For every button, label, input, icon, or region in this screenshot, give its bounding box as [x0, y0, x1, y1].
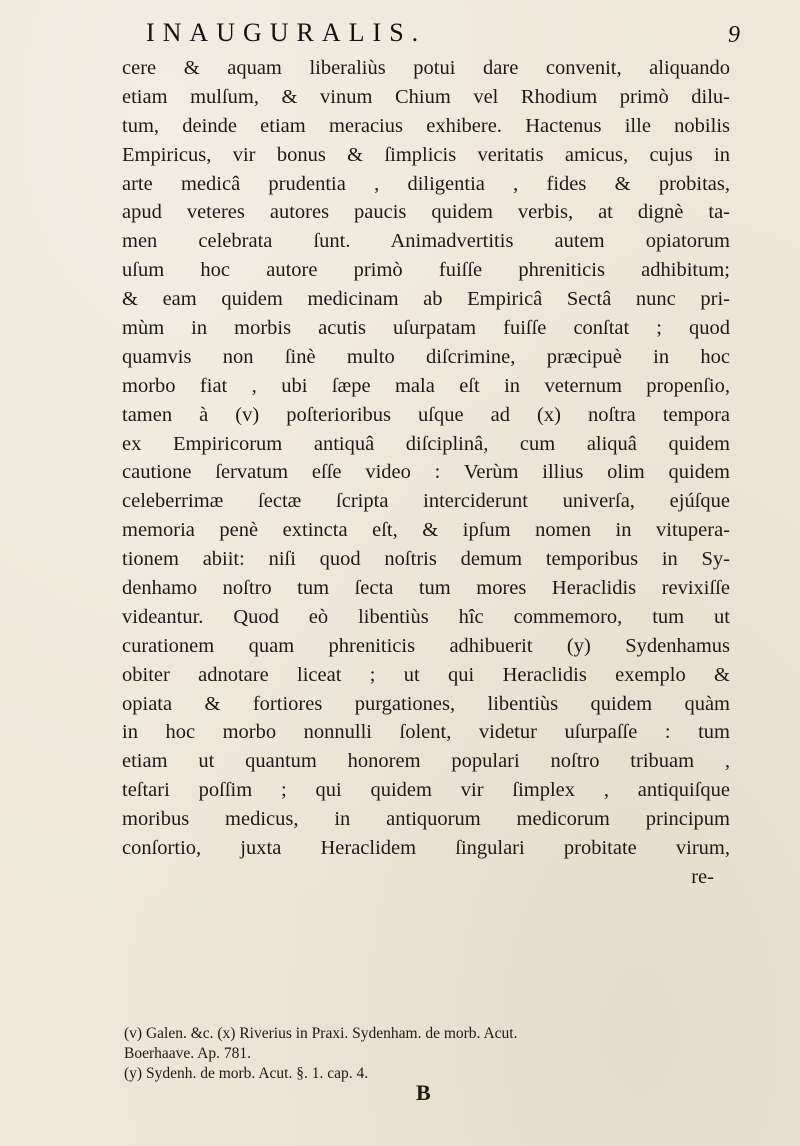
text-line: opiata & fortiores purgationes, libentiùs quidem quàm	[122, 692, 730, 715]
text-line: videantur. Quod eò libentiùs hîc commemoro, tum ut	[122, 605, 730, 628]
footnotes	[124, 1024, 744, 1084]
text-line: denhamo noſtro tum ſecta tum mores Heraclidis revixiſſe	[122, 577, 730, 600]
text-line: in hoc morbo nonnulli ſolent, videtur uſurpaſſe : tum	[122, 721, 730, 744]
text-line: arte medicâ prudentia , diligentia , fides & probitas,	[122, 172, 730, 195]
catchword: re-	[691, 865, 714, 888]
page-number: 9	[728, 22, 740, 48]
text-line: tamen à (v) poſterioribus uſque ad (x) noſtra tempora	[122, 403, 730, 426]
text-line: quamvis non ſinè multo diſcrimine, præcipuè in hoc	[122, 345, 730, 368]
text-line: cere & aquam liberaliùs potui dare convenit, aliquando	[122, 57, 730, 79]
footnote-line: Boerhaave. Ap. 781.	[124, 1045, 251, 1062]
text-line: cautione ſervatum eſſe video : Verùm illius olim quidem	[122, 461, 730, 484]
text-line: men celebrata ſunt. Animadvertitis autem opiatorum	[122, 230, 730, 253]
text-line: uſum hoc autore primò fuiſſe phreniticis adhibitum;	[122, 259, 730, 282]
text-line: tum, deinde etiam meracius exhibere. Hactenus ille nobilis	[122, 114, 730, 137]
text-line: etiam ut quantum honorem populari noſtro tribuam ,	[122, 750, 730, 773]
signature-mark: B	[416, 1080, 431, 1105]
text-line: memoria penè extincta eſt, & ipſum nomen in vitupera-	[122, 519, 730, 542]
text-line: ex Empiricorum antiquâ diſciplinâ, cum aliquâ quidem	[122, 432, 730, 455]
text-line: curationem quam phreniticis adhibuerit (y) Sydenhamus	[122, 634, 730, 657]
text-line: tionem abiit: niſi quod noſtris demum temporibus in Sy-	[122, 548, 730, 571]
text-line: teſtari poſſim ; qui quidem vir ſimplex , antiquiſque	[122, 779, 730, 802]
text-line: conſortio, juxta Heraclidem ſingulari probitate virum,	[122, 837, 730, 860]
text-line: morbo fiat , ubi ſæpe mala eſt in veternum propenſio,	[122, 374, 730, 397]
text-line: apud veteres autores paucis quidem verbis, at dignè ta-	[122, 201, 730, 224]
running-title: INAUGURALIS.	[146, 18, 427, 47]
text-line: etiam mulſum, & vinum Chium vel Rhodium primò dilu-	[122, 85, 730, 108]
text-line: celeberrimæ ſectæ ſcripta interciderunt univerſa, ejúſque	[122, 490, 730, 513]
text-line: moribus medicus, in antiquorum medicorum principum	[122, 808, 730, 831]
body-text	[122, 54, 730, 892]
text-line: obiter adnotare liceat ; ut qui Heraclidis exemplo &	[122, 663, 730, 686]
text-line: & eam quidem medicinam ab Empiricâ Sectâ nunc pri-	[122, 288, 730, 311]
text-line: mùm in morbis acutis uſurpatam fuiſſe conſtat ; quod	[122, 317, 730, 340]
footnote-line: (v) Galen. &c. (x) Riverius in Praxi. Sydenham. de morb. Acut.	[124, 1025, 518, 1042]
text-line: Empiricus, vir bonus & ſimplicis veritatis amicus, cujus in	[122, 143, 730, 166]
footnote-line: (y) Sydenh. de morb. Acut. §. 1. cap. 4.	[124, 1065, 369, 1082]
